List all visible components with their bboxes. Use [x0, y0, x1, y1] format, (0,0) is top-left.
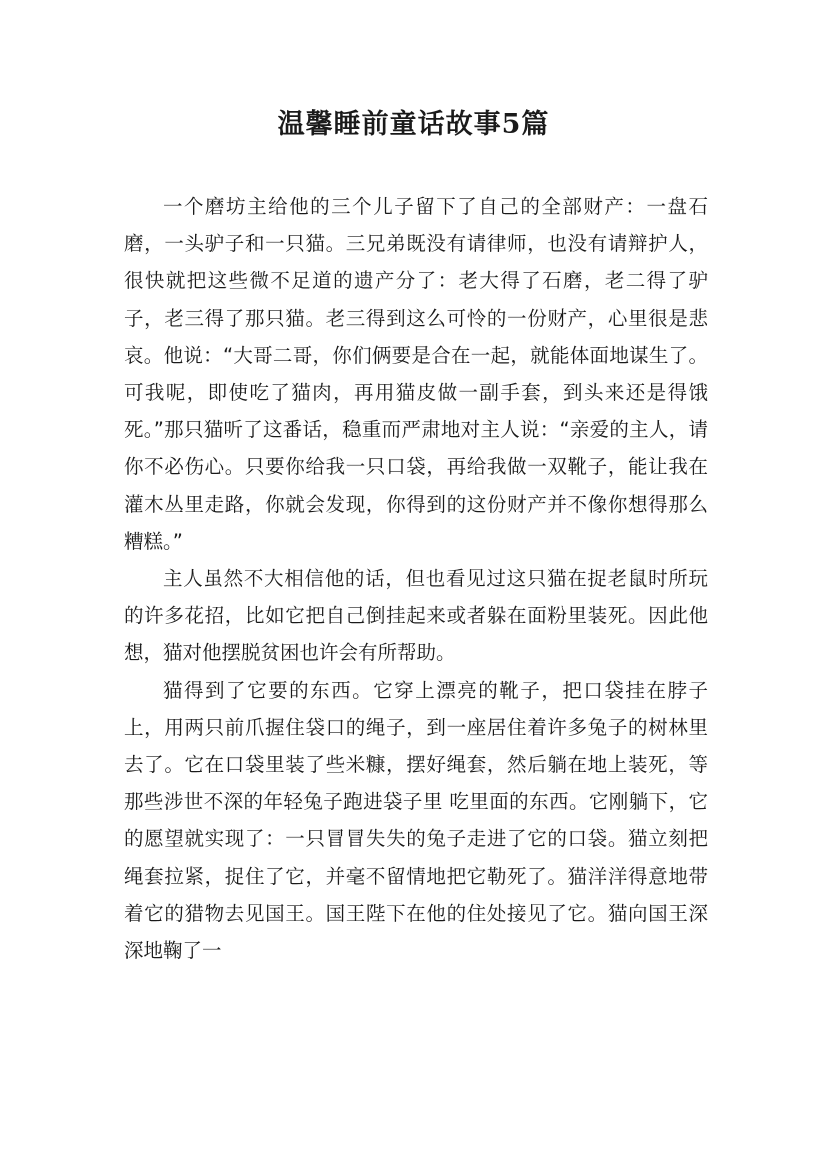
paragraph-2: 主人虽然不大相信他的话，但也看见过这只猫在捉老鼠时所玩的许多花招，比如它把自己倒挂起来或者躲在面粉里装死。因此他想，猫对他摆脱贫困也许会有所帮助。	[124, 567, 708, 665]
paragraph-3: 猫得到了它要的东西。它穿上漂亮的靴子，把口袋挂在脖子上，用两只前爪握住袋口的绳子，到一座居住着许多兔子的树林里去了。它在口袋里装了些米糠，摆好绳套，然后躺在地上装死，等那些涉世不深的年轻兔子跑进袋子里 吃里面的东西。它刚躺下，它的愿望就实现了：一只冒冒失失的兔子走进了它的口袋。猫立刻把绳套拉紧，捉住了它，并毫不留情地把它勒死了。猫洋洋得意地带着它的猎物去见国王。国王陛下在他的住处接见了它。猫向国王深深地鞠了一	[124, 678, 708, 963]
document-title: 温馨睡前童话故事5篇	[277, 109, 550, 140]
paragraph-1: 一个磨坊主给他的三个儿子留下了自己的全部财产：一盘石磨，一头驴子和一只猫。三兄弟既没有请律师，也没有请辩护人，很快就把这些微不足道的遗产分了：老大得了石磨，老二得了驴子，老三得了那只猫。老三得到这么可怜的一份财产，心里很是悲哀。他说：“大哥二哥，你们俩要是合在一起，就能体面地谋生了。可我呢，即使吃了猫肉，再用猫皮做一副手套，到头来还是得饿死。”那只猫听了这番话，稳重而严肃地对主人说：“亲爱的主人，请你不必伤心。只要你给我一只口袋，再给我做一双靴子，能让我在灌木丛里走路，你就会发现，你得到的这份财产并不像你想得那么糟糕。”	[124, 195, 708, 553]
document-body	[124, 188, 708, 969]
